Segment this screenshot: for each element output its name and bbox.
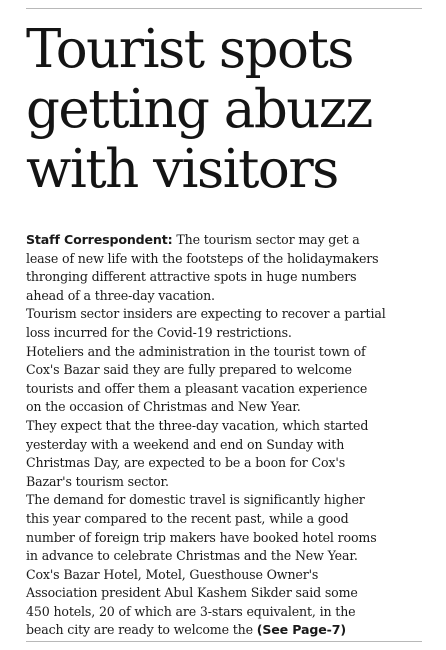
byline: Staff Correspondent:	[26, 232, 173, 247]
body-line: lease of new life with the footsteps of the holidaymakers	[26, 250, 379, 266]
body-line: ahead of a three-day vacation.	[26, 287, 215, 303]
body-line: Christmas Day, are expected to be a boon for Cox's	[26, 455, 346, 471]
body-line-text: beach city are ready to welcome the	[26, 622, 257, 638]
body-line: Bazar's tourism sector.	[26, 473, 169, 489]
body-line: yesterday with a weekend and end on Sunday with	[26, 436, 345, 452]
body-line: in advance to celebrate Christmas and the New Year.	[26, 548, 358, 564]
body-line: tourists and offer them a pleasant vacation experience	[26, 380, 368, 396]
headline-line: Tourist spots	[26, 19, 353, 80]
body-line: on the occasion of Christmas and New Year.	[26, 399, 301, 415]
body-line	[26, 621, 426, 640]
headline-line: getting abuzz	[26, 79, 372, 140]
body-line: 450 hotels, 20 of which are 3-stars equivalent, in the	[26, 603, 356, 619]
article-body	[26, 231, 426, 640]
body-line: Hoteliers and the administration in the tourist town of	[26, 343, 366, 359]
body-line: Tourism sector insiders are expecting to recover a partial	[26, 306, 386, 322]
body-line: Association president Abul Kashem Sikder said some	[26, 585, 358, 601]
top-rule	[26, 8, 422, 9]
continuation-reference: (See Page-7)	[256, 622, 346, 638]
body-line: thronging different attractive spots in huge numbers	[26, 269, 357, 285]
body-line: number of foreign trip makers have booked hotel rooms	[26, 529, 377, 545]
body-line	[26, 231, 426, 250]
bottom-rule	[26, 641, 422, 642]
body-line: loss incurred for the Covid-19 restrictions.	[26, 324, 292, 340]
body-line: this year compared to the recent past, while a good	[26, 510, 349, 526]
headline	[26, 20, 426, 200]
body-line-text: The tourism sector may get a	[172, 232, 360, 247]
body-line: Cox's Bazar said they are fully prepared to welcome	[26, 362, 352, 378]
headline-line: with visitors	[26, 139, 338, 200]
body-line: Cox's Bazar Hotel, Motel, Guesthouse Owner's	[26, 566, 319, 582]
body-line: The demand for domestic travel is significantly higher	[26, 492, 365, 508]
body-line: They expect that the three-day vacation, which started	[26, 417, 369, 433]
